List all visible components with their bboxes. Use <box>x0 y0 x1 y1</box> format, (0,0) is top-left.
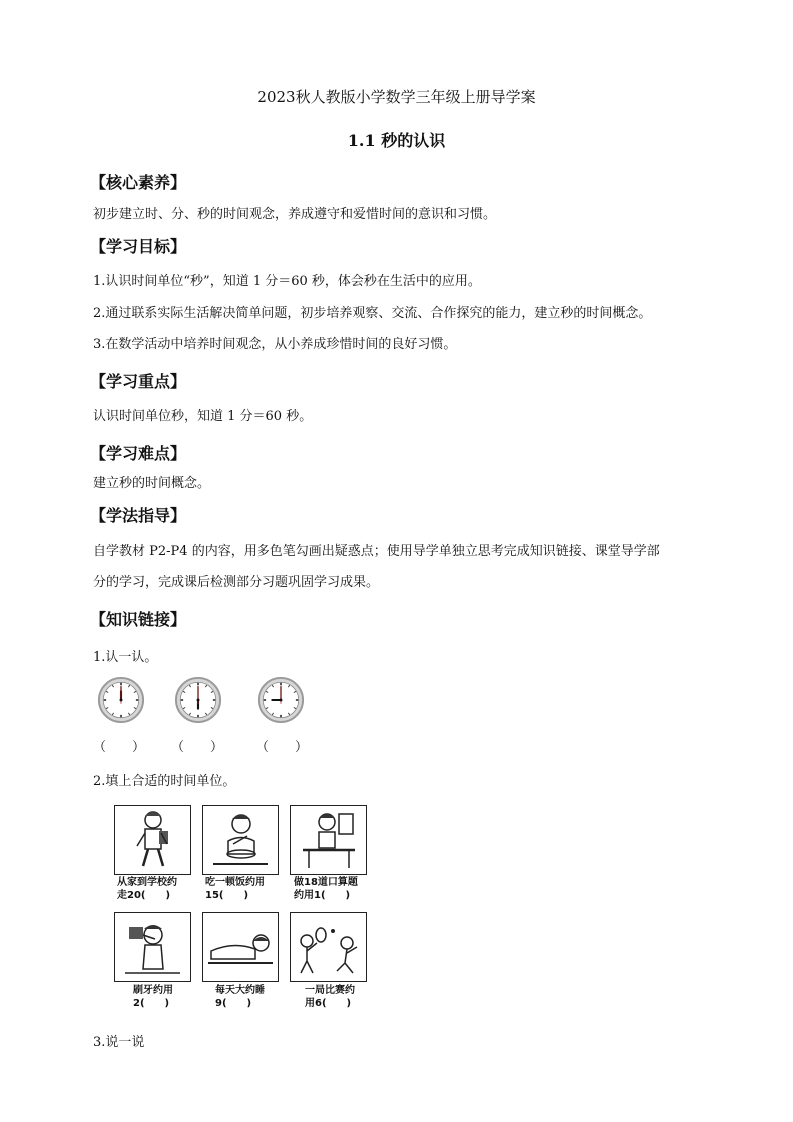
picture-doing-calculations <box>290 805 367 875</box>
picture-badminton-match <box>290 912 367 982</box>
heading-links: 【知识链接】 <box>90 610 187 629</box>
goal-item-2: 2.通过联系实际生活解决简单问题，初步培养观察、交流、合作探究的能力，建立秒的时间概念。 <box>93 306 652 321</box>
picture-walking-to-school <box>114 805 191 875</box>
clock-center <box>120 699 123 702</box>
difficulty-text: 建立秒的时间概念。 <box>93 476 211 491</box>
heading-key: 【学习重点】 <box>90 372 187 391</box>
answer-blank-3[interactable]: （ ） <box>256 740 309 755</box>
badminton-players-icon <box>291 913 366 981</box>
clock-center <box>280 699 283 702</box>
method-text-line-2: 分的学习，完成课后检测部分习题巩固学习成果。 <box>93 575 380 590</box>
heading-difficulty: 【学习难点】 <box>90 444 187 463</box>
child-sleeping-icon <box>203 913 278 981</box>
clock-icon <box>174 676 222 724</box>
caption-walking-line-1: 从家到学校约 <box>117 877 177 888</box>
caption-eating-line-2: 15( ) <box>205 890 249 901</box>
method-text-line-1: 自学教材 P2-P4 的内容，用多色笔勾画出疑惑点；使用导学单独立思考完成知识链接、课堂导学部 <box>93 544 660 559</box>
answer-blank-1[interactable]: （ ） <box>93 740 146 755</box>
heading-core: 【核心素养】 <box>90 173 187 192</box>
question-2: 2.填上合适的时间单位。 <box>93 774 236 789</box>
child-brushing-icon <box>115 913 190 981</box>
question-3: 3.说一说 <box>93 1035 145 1050</box>
caption-brushing-line-1: 刷牙约用 <box>133 985 173 996</box>
caption-brushing-line-2: 2( ) <box>133 998 170 1009</box>
picture-brushing-teeth <box>114 912 191 982</box>
caption-calc-line-2: 约用1( ) <box>294 890 351 901</box>
clock-icon <box>257 676 305 724</box>
child-eating-icon <box>203 806 278 874</box>
picture-eating-meal <box>202 805 279 875</box>
clock-icon <box>97 676 145 724</box>
child-writing-icon <box>291 806 366 874</box>
clock-center <box>197 699 200 702</box>
answer-blank-2[interactable]: （ ） <box>171 740 224 755</box>
heading-goals: 【学习目标】 <box>90 237 187 256</box>
clock-face-2 <box>174 676 222 724</box>
caption-eating-line-1: 吃一顿饭约用 <box>205 877 265 888</box>
child-walking-icon <box>115 806 190 874</box>
picture-sleeping <box>202 912 279 982</box>
caption-match-line-1: 一局比赛约 <box>305 985 355 996</box>
key-text: 认识时间单位秒，知道 1 分＝60 秒。 <box>93 409 313 424</box>
caption-sleeping-line-1: 每天大约睡 <box>215 985 265 996</box>
clock-face-1 <box>97 676 145 724</box>
lesson-title: 1.1 秒的认识 <box>347 131 446 150</box>
heading-method: 【学法指导】 <box>90 506 187 525</box>
clock-face-3 <box>257 676 305 724</box>
caption-walking-line-2: 走20( ) <box>117 890 171 901</box>
page-title: 2023秋人教版小学数学三年级上册导学案 <box>257 88 536 106</box>
core-text: 初步建立时、分、秒的时间观念，养成遵守和爱惜时间的意识和习惯。 <box>93 207 497 222</box>
caption-sleeping-line-2: 9( ) <box>215 998 252 1009</box>
goal-item-1: 1.认识时间单位“秒”，知道 1 分＝60 秒，体会秒在生活中的应用。 <box>93 274 481 289</box>
caption-calc-line-1: 做18道口算题 <box>294 877 358 888</box>
goal-item-3: 3.在数学活动中培养时间观念，从小养成珍惜时间的良好习惯。 <box>93 337 457 352</box>
question-1: 1.认一认。 <box>93 650 158 665</box>
caption-match-line-2: 用6( ) <box>305 998 352 1009</box>
